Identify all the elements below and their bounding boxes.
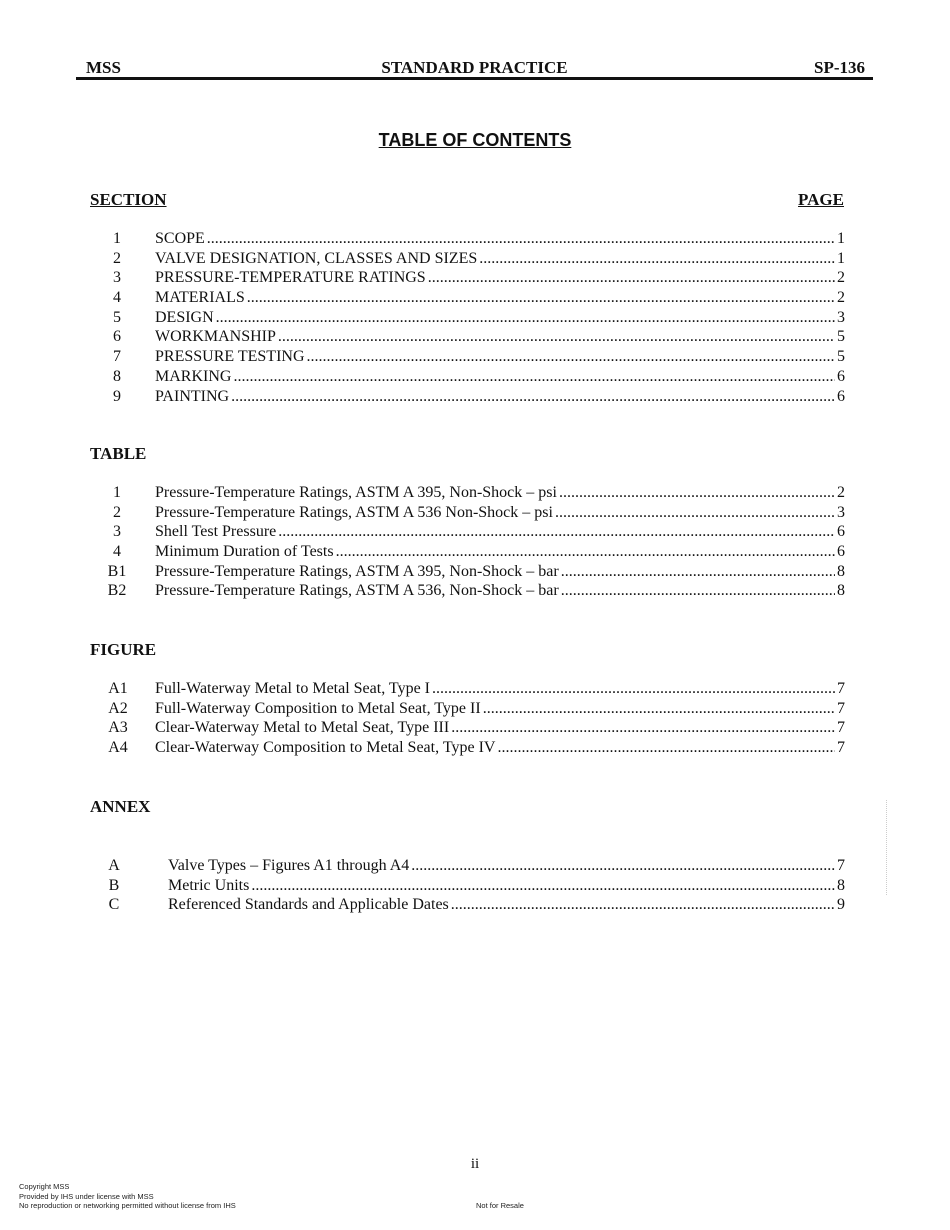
entry-line	[155, 327, 845, 347]
entry-title: Metric Units	[168, 876, 250, 894]
dot-leader	[207, 229, 835, 249]
entry-line	[155, 229, 845, 249]
entry-line	[155, 249, 845, 269]
toc-table-entry[interactable]	[0, 522, 950, 542]
entry-number: 8	[113, 367, 121, 385]
entry-title: Valve Types – Figures A1 through A4	[168, 857, 410, 874]
entry-number: A3	[108, 719, 128, 737]
entry-line	[155, 387, 845, 407]
dot-leader	[428, 268, 835, 288]
entry-number: 4	[113, 543, 121, 561]
entry-page: 1	[837, 230, 845, 247]
entry-line	[155, 367, 845, 387]
entry-page: 6	[837, 523, 845, 541]
entry-page: 1	[837, 249, 845, 267]
entry-line	[168, 895, 845, 915]
dot-leader	[479, 249, 835, 269]
entry-title: WORKMANSHIP	[155, 328, 276, 346]
entry-title: DESIGN	[155, 308, 214, 326]
entry-page: 7	[837, 680, 845, 697]
entry-page: 6	[837, 367, 845, 385]
toc-table-entry[interactable]	[0, 542, 950, 562]
toc-figure-entry[interactable]	[0, 699, 950, 719]
entry-title: Shell Test Pressure	[155, 523, 277, 541]
entry-title: Pressure-Temperature Ratings, ASTM A 395, Non-Shock – bar	[155, 562, 559, 580]
toc-figure-entry[interactable]	[0, 718, 950, 738]
entry-title: Pressure-Temperature Ratings, ASTM A 536, Non-Shock – bar	[155, 582, 559, 600]
toc-annex-entry[interactable]	[0, 876, 950, 896]
annexes-list	[0, 856, 950, 915]
dot-leader	[432, 679, 835, 699]
dot-leader	[251, 876, 835, 896]
entry-number: 3	[113, 269, 121, 287]
header-title: STANDARD PRACTICE	[381, 58, 568, 77]
entry-title: Clear-Waterway Metal to Metal Seat, Type III	[155, 719, 450, 737]
entry-number: A1	[108, 680, 128, 697]
page-title: TABLE OF CONTENTS	[378, 130, 572, 150]
entry-number: B	[108, 876, 120, 894]
entry-title: Full-Waterway Composition to Metal Seat, Type II	[155, 699, 481, 717]
dot-leader	[559, 483, 835, 503]
entry-page: 8	[837, 562, 845, 580]
dot-leader	[233, 367, 835, 387]
reproduction-line: No reproduction or networking permitted without license from IHS	[19, 1201, 236, 1210]
toc-section-entry[interactable]	[0, 347, 950, 367]
dot-leader	[451, 718, 835, 738]
dot-leader	[411, 856, 835, 876]
header-rule	[76, 77, 873, 80]
entry-page: 7	[837, 857, 845, 874]
entry-title: PRESSURE-TEMPERATURE RATINGS	[155, 269, 426, 287]
dot-leader	[483, 699, 835, 719]
dot-leader	[561, 581, 835, 601]
resale-notice: Not for Resale	[476, 1201, 524, 1210]
entry-number: A2	[108, 699, 128, 717]
entry-number: 6	[113, 328, 121, 346]
entry-number: B2	[107, 582, 127, 600]
entry-line	[155, 581, 845, 601]
entry-line	[155, 503, 845, 523]
dot-leader	[216, 308, 835, 328]
tables-list	[0, 483, 950, 601]
entry-title: Clear-Waterway Composition to Metal Seat, Type IV	[155, 739, 496, 757]
entry-number: 1	[113, 230, 121, 247]
entry-title: Referenced Standards and Applicable Dates	[168, 896, 449, 914]
license-line: Provided by IHS under license with MSS	[19, 1191, 154, 1201]
toc-figure-entry[interactable]	[0, 679, 950, 699]
toc-section-entry[interactable]	[0, 327, 950, 347]
entry-page: 2	[837, 484, 845, 501]
copyright-notice	[19, 1182, 236, 1211]
toc-section-entry[interactable]	[0, 288, 950, 308]
figure-heading: FIGURE	[90, 640, 157, 659]
entry-number: 4	[113, 289, 121, 307]
entry-title: VALVE DESIGNATION, CLASSES AND SIZES	[155, 249, 478, 267]
entry-page: 7	[837, 699, 845, 717]
entry-page: 5	[837, 348, 845, 366]
toc-section-entry[interactable]	[0, 367, 950, 387]
entry-page: 7	[837, 739, 845, 757]
entry-page: 7	[837, 719, 845, 737]
entry-number: 9	[113, 387, 121, 405]
table-heading: TABLE	[90, 444, 147, 463]
dot-leader	[278, 327, 835, 347]
entry-title: PAINTING	[155, 387, 230, 405]
entry-page: 6	[837, 543, 845, 561]
entry-line	[155, 679, 845, 699]
toc-section-entry[interactable]	[0, 268, 950, 288]
header-org: MSS	[86, 58, 121, 77]
entry-number: 7	[113, 348, 121, 366]
toc-section-entry[interactable]	[0, 249, 950, 269]
figures-list	[0, 679, 950, 758]
entry-number: B1	[107, 562, 127, 580]
page-header	[76, 58, 873, 78]
entry-number: 1	[113, 484, 121, 501]
entry-page: 2	[837, 269, 845, 287]
entry-line	[155, 562, 845, 582]
dot-leader	[561, 562, 835, 582]
entry-page: 3	[837, 308, 845, 326]
entry-number: 2	[113, 249, 121, 267]
toc-section-entry[interactable]	[0, 229, 950, 249]
entry-line	[155, 308, 845, 328]
dot-leader	[307, 347, 835, 367]
page-column-heading: PAGE	[798, 190, 844, 209]
entry-page: 5	[837, 328, 845, 346]
side-margin-mark	[886, 800, 895, 895]
entry-title: PRESSURE TESTING	[155, 348, 305, 366]
toc-figure-entry[interactable]	[0, 738, 950, 758]
entry-number: 3	[113, 523, 121, 541]
dot-leader	[497, 738, 835, 758]
entry-title: Pressure-Temperature Ratings, ASTM A 536 Non-Shock – psi	[155, 503, 553, 521]
entry-title: Pressure-Temperature Ratings, ASTM A 395, Non-Shock – psi	[155, 484, 557, 501]
entry-title: Full-Waterway Metal to Metal Seat, Type I	[155, 680, 430, 697]
entry-page: 2	[837, 289, 845, 307]
entry-line	[155, 268, 845, 288]
entry-page: 9	[837, 896, 845, 914]
entry-title: SCOPE	[155, 230, 205, 247]
toc-table-entry[interactable]	[0, 483, 950, 503]
entry-line	[168, 876, 845, 896]
toc-table-entry[interactable]	[0, 562, 950, 582]
page-number: ii	[470, 1156, 480, 1172]
dot-leader	[247, 288, 835, 308]
dot-leader	[555, 503, 835, 523]
entry-line	[168, 856, 845, 876]
entry-title: MARKING	[155, 367, 232, 385]
entry-number: A4	[108, 739, 128, 757]
entry-number: C	[108, 896, 120, 914]
sections-list	[0, 229, 950, 406]
toc-table-entry[interactable]	[0, 581, 950, 601]
entry-title: Minimum Duration of Tests	[155, 543, 334, 561]
entry-number: A	[108, 857, 120, 874]
toc-table-entry[interactable]	[0, 503, 950, 523]
toc-annex-entry[interactable]	[0, 856, 950, 876]
annex-heading: ANNEX	[90, 797, 151, 816]
section-column-heading: SECTION	[90, 190, 167, 209]
entry-number: 2	[113, 503, 121, 521]
entry-page: 8	[837, 876, 845, 894]
entry-line	[155, 542, 845, 562]
entry-line	[155, 288, 845, 308]
dot-leader	[278, 522, 835, 542]
toc-annex-entry[interactable]	[0, 895, 950, 915]
entry-page: 3	[837, 503, 845, 521]
header-doc-id: SP-136	[814, 58, 865, 77]
entry-line	[155, 718, 845, 738]
dot-leader	[336, 542, 835, 562]
entry-line	[155, 347, 845, 367]
entry-line	[155, 522, 845, 542]
entry-line	[155, 483, 845, 503]
entry-title: MATERIALS	[155, 289, 245, 307]
entry-page: 8	[837, 582, 845, 600]
toc-section-entry[interactable]	[0, 308, 950, 328]
toc-section-entry[interactable]	[0, 387, 950, 407]
entry-page: 6	[837, 387, 845, 405]
dot-leader	[231, 387, 835, 407]
entry-number: 5	[113, 308, 121, 326]
dot-leader	[451, 895, 835, 915]
entry-line	[155, 738, 845, 758]
copyright-line: Copyright MSS	[19, 1182, 70, 1191]
entry-line	[155, 699, 845, 719]
